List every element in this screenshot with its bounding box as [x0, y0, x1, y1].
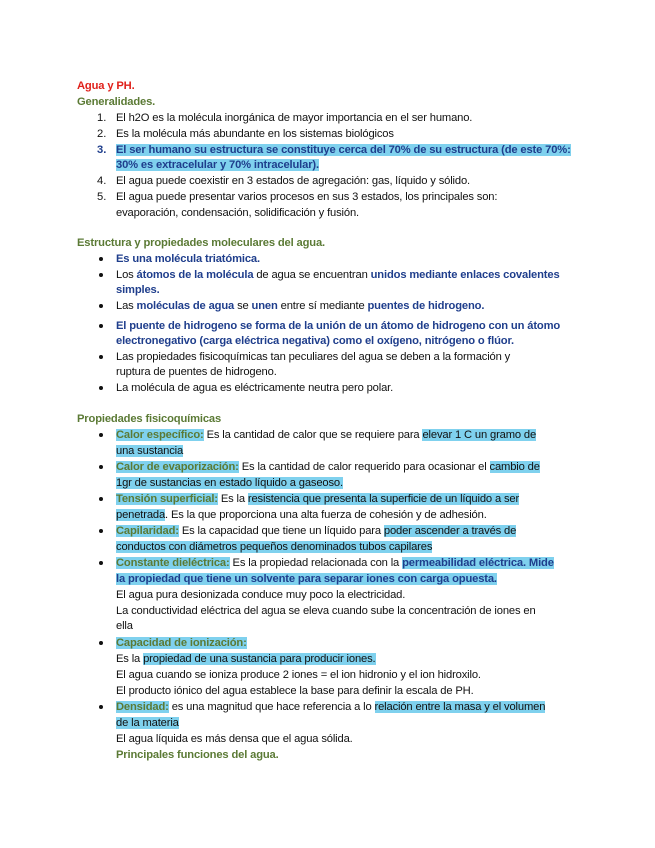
- highlight: resistencia que presenta la superficie de un líquido a ser: [247, 493, 520, 505]
- list-item-continued: La conductividad eléctrica del agua se eleva cuando sube la concentración de iones en: [116, 605, 536, 617]
- bullet-icon: [99, 705, 103, 709]
- text-run: átomos de la molécula: [136, 269, 254, 281]
- highlight: permeabilidad eléctrica. Mide: [402, 557, 554, 569]
- bullet-icon: [99, 497, 103, 501]
- list-number: 4.: [97, 175, 107, 187]
- list-item-continued: ella: [116, 620, 133, 632]
- bullet-icon: [99, 355, 103, 359]
- list-item-continued: electronegativo (carga eléctrica negativa) como el oxígeno, nitrógeno o flúor.: [116, 335, 514, 347]
- bullet-icon: [99, 304, 103, 308]
- highlight: propiedad de una sustancia para producir iones.: [143, 653, 376, 665]
- text-run: Es la: [217, 493, 248, 505]
- list-item: El agua puede presentar varios procesos en sus 3 estados, los principales son:: [116, 191, 498, 203]
- highlight: cambio de: [489, 461, 540, 473]
- list-item: Es una molécula triatómica.: [116, 253, 260, 265]
- list-item: [116, 268, 560, 282]
- highlight: la propiedad que tiene un solvente para separar iones con carga opuesta.: [116, 573, 497, 585]
- list-item: [116, 299, 484, 313]
- highlight: elevar 1 C un gramo de: [422, 429, 537, 441]
- highlight: Calor de evaporización:: [116, 461, 239, 473]
- text-run: moléculas de agua: [136, 300, 235, 312]
- list-item-continued: [116, 540, 432, 554]
- highlight: una sustancia: [116, 445, 184, 457]
- section-heading-propiedades: Propiedades fisicoquímicas: [77, 413, 222, 425]
- list-item: Es la molécula más abundante en los sistemas biológicos: [116, 128, 394, 140]
- list-item: El agua puede coexistir en 3 estados de agregación: gas, líquido y sólido.: [116, 175, 470, 187]
- bullet-icon: [99, 561, 103, 565]
- text-run: . Es la que proporciona una alta fuerza de cohesión y de adhesión.: [165, 509, 487, 521]
- highlight: penetrada: [116, 509, 166, 521]
- text-run: Los: [116, 269, 137, 281]
- text-run: entre sí mediante: [277, 300, 368, 312]
- highlight: Tensión superficial:: [116, 493, 218, 505]
- bullet-icon: [99, 529, 103, 533]
- list-item: [116, 636, 247, 650]
- bullet-icon: [99, 257, 103, 261]
- text-run: Es la capacidad que tiene un líquido para: [178, 525, 384, 537]
- list-number: 5.: [97, 191, 107, 203]
- list-item-continued: [116, 444, 183, 458]
- list-number: 2.: [97, 128, 107, 140]
- list-item-continued: [116, 508, 487, 522]
- bullet-icon: [99, 641, 103, 645]
- text-run: de agua se encuentran: [253, 269, 371, 281]
- text-run: Es la cantidad de calor requerido para ocasionar el: [238, 461, 490, 473]
- highlight: El ser humano su estructura se constituye cerca del 70% de su estructura (de este 70%:: [116, 144, 571, 156]
- list-item: El puente de hidrogeno se forma de la unión de un átomo de hidrogeno con un átomo: [116, 320, 561, 332]
- text-run: puentes de hidrogeno.: [367, 300, 485, 312]
- list-item: [116, 524, 516, 538]
- list-item-continued: [116, 716, 179, 730]
- list-item: [116, 460, 540, 474]
- highlight: 1gr de sustancias en estado líquido a gaseoso.: [116, 477, 343, 489]
- list-item: El h2O es la molécula inorgánica de mayor importancia en el ser humano.: [116, 112, 473, 124]
- list-item-continued: El agua líquida es más densa que el agua sólida.: [116, 733, 353, 745]
- bullet-icon: [99, 273, 103, 277]
- list-item: [116, 143, 571, 157]
- highlight: Densidad:: [116, 701, 169, 713]
- text-run: unidos mediante enlaces covalentes: [370, 269, 560, 281]
- text-run: es una magnitud que hace referencia a lo: [168, 701, 375, 713]
- list-item-continued: El agua cuando se ioniza produce 2 iones = el ion hidronio y el ion hidroxilo.: [116, 669, 481, 681]
- subheading-funciones: Principales funciones del agua.: [116, 749, 279, 761]
- highlight: conductos con diámetros pequeños denominados tubos capilares: [116, 541, 433, 553]
- list-item: La molécula de agua es eléctricamente neutra pero polar.: [116, 382, 394, 394]
- list-number: 1.: [97, 112, 107, 124]
- text-run: Es la cantidad de calor que se requiere para: [203, 429, 423, 441]
- bullet-icon: [99, 324, 103, 328]
- list-item-continued: [116, 652, 376, 666]
- text-run: se: [234, 300, 252, 312]
- highlight: relación entre la masa y el volumen: [374, 701, 546, 713]
- list-item: [116, 492, 519, 506]
- list-number: 3.: [97, 144, 107, 156]
- list-item-continued: [116, 476, 343, 490]
- section-heading-generalidades: Generalidades.: [77, 96, 156, 108]
- list-item-continued: ruptura de puentes de hidrogeno.: [116, 366, 277, 378]
- bullet-icon: [99, 465, 103, 469]
- list-item: [116, 428, 536, 442]
- section-heading-estructura: Estructura y propiedades moleculares del agua.: [77, 237, 326, 249]
- highlight: Capacidad de ionización:: [116, 637, 247, 649]
- list-item: [116, 556, 554, 570]
- text-run: Es la: [116, 653, 144, 665]
- text-run: Las: [116, 300, 137, 312]
- highlight: Calor específico:: [116, 429, 204, 441]
- list-item-continued: evaporación, condensación, solidificación y fusión.: [116, 207, 359, 219]
- list-item: [116, 700, 545, 714]
- list-item: Las propiedades fisicoquímicas tan peculiares del agua se deben a la formación y: [116, 351, 511, 363]
- bullet-icon: [99, 386, 103, 390]
- highlight: de la materia: [116, 717, 179, 729]
- highlight: Capilaridad:: [116, 525, 179, 537]
- list-item-continued: simples.: [116, 284, 160, 296]
- text-run: unen: [251, 300, 278, 312]
- text-run: Es la propiedad relacionada con la: [229, 557, 403, 569]
- highlight: 30% es extracelular y 70% intracelular).: [116, 159, 319, 171]
- bullet-icon: [99, 433, 103, 437]
- list-item-continued: [116, 158, 319, 172]
- doc-title: Agua y PH.: [77, 80, 135, 92]
- list-item-continued: El producto iónico del agua establece la base para definir la escala de PH.: [116, 685, 474, 697]
- list-item-continued: El agua pura desionizada conduce muy poco la electricidad.: [116, 589, 406, 601]
- highlight: poder ascender a través de: [383, 525, 517, 537]
- list-item-continued: [116, 572, 497, 586]
- highlight: Constante dieléctrica:: [116, 557, 230, 569]
